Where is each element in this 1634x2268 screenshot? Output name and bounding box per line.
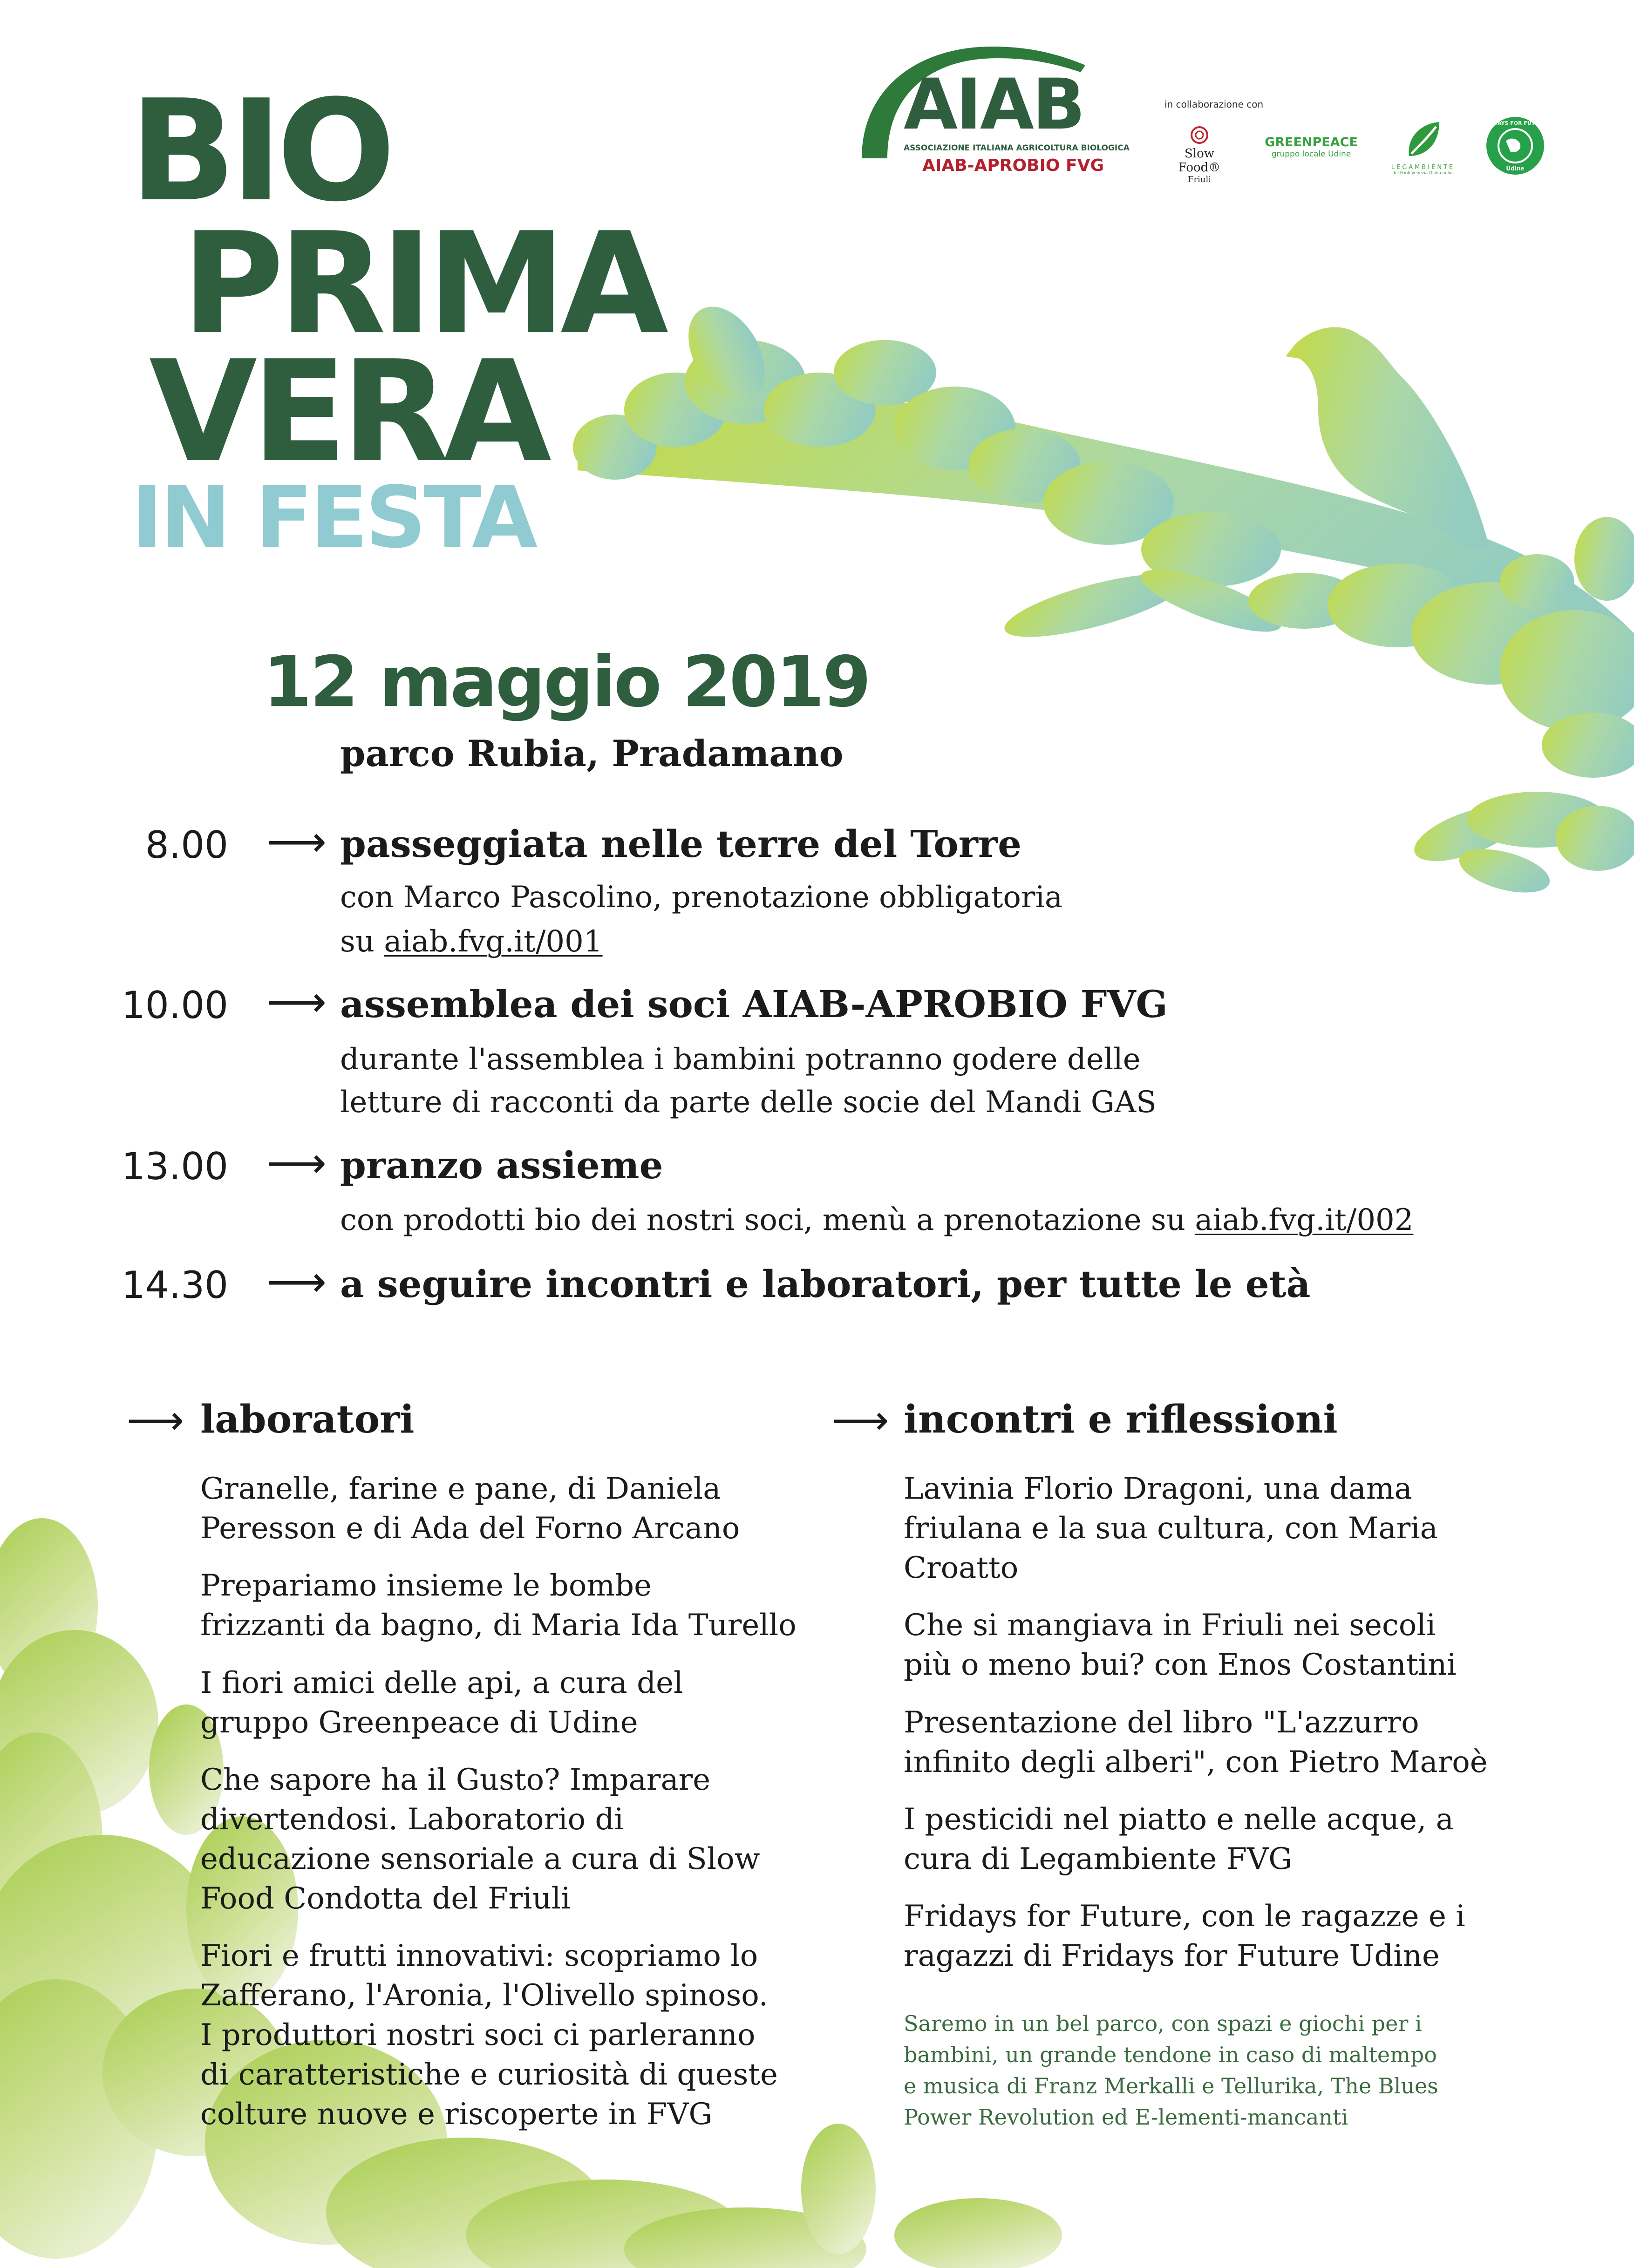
incontri-item-line: Croatto — [904, 1551, 1019, 1585]
aiab-name: AIAB — [904, 64, 1084, 145]
arrow-right-icon: ⟶ — [266, 817, 327, 866]
laboratori-item-line: educazione sensoriale a cura di Slow — [200, 1842, 760, 1876]
laboratori-item-line: Peresson e di Ada del Forno Arcano — [200, 1511, 740, 1546]
event-date: 12 maggio 2019 — [263, 642, 870, 723]
arrow-right-icon: ⟶ — [127, 1397, 184, 1444]
incontri-item-line: Che si mangiava in Friuli nei secoli — [904, 1608, 1436, 1643]
booking-link[interactable]: aiab.fvg.it/002 — [1195, 1203, 1414, 1237]
laboratori-item-line: frizzanti da bagno, di Maria Ida Turello — [200, 1608, 797, 1643]
snail-icon — [1188, 123, 1211, 147]
schedule-detail — [340, 924, 603, 959]
laboratori-item-line: I produttori nostri soci ci parleranno — [200, 2018, 756, 2052]
laboratori-item-line: Prepariamo insieme le bombe — [200, 1569, 652, 1603]
aiab-logo — [852, 37, 1130, 186]
greenpeace-logo — [1260, 135, 1362, 159]
greenpeace-name: GREENPEACE — [1265, 135, 1358, 149]
laboratori-item-line: Che sapore ha il Gusto? Imparare — [200, 1763, 711, 1797]
schedule-title: assemblea dei soci AIAB-APROBIO FVG — [340, 982, 1168, 1026]
incontri-item-line: I pesticidi nel piatto e nelle acque, a — [904, 1802, 1454, 1837]
arrow-right-icon: ⟶ — [266, 1139, 327, 1188]
laboratori-item-line: colture nuove e riscoperte in FVG — [200, 2097, 713, 2132]
legambiente-name: LEGAMBIENTE — [1391, 164, 1455, 171]
arrow-right-icon: ⟶ — [266, 1257, 327, 1306]
title-vera: VERA — [149, 331, 546, 493]
laboratori-item-line: Zafferano, l'Aronia, l'Olivello spinoso. — [200, 1978, 769, 2013]
schedule-title: a seguire incontri e laboratori, per tutte le età — [340, 1262, 1311, 1306]
arrow-right-icon: ⟶ — [831, 1397, 889, 1444]
note-line: bambini, un grande tendone in caso di maltempo — [904, 2042, 1437, 2067]
greenpeace-sub: gruppo locale Udine — [1271, 149, 1351, 159]
incontri-item-line: friulana e la sua cultura, con Maria — [904, 1511, 1438, 1546]
laboratori-item-line: Fiori e frutti innovativi: scopriamo lo — [200, 1939, 758, 1973]
schedule-detail-prefix: con prodotti bio dei nostri soci, menù a prenotazione su — [340, 1203, 1195, 1237]
collab-label: in collaborazione con — [1164, 99, 1264, 110]
slowfood-sub: Friuli — [1188, 175, 1211, 184]
title-in-festa: IN FESTA — [131, 468, 535, 567]
booking-link[interactable]: aiab.fvg.it/001 — [384, 924, 603, 959]
legambiente-sub: del Friuli Venezia Giulia onlus — [1392, 171, 1454, 176]
slowfood-name: Slow Food® — [1178, 147, 1221, 175]
schedule-title: passeggiata nelle terre del Torre — [340, 822, 1021, 866]
slowfood-logo — [1162, 123, 1237, 184]
note-line: Saremo in un bel parco, con spazi e giochi per i — [904, 2011, 1422, 2036]
event-place: parco Rubia, Pradamano — [340, 733, 844, 775]
schedule-detail: letture di racconti da parte delle socie del Mandi GAS — [340, 1085, 1157, 1120]
laboratori-item-line: Granelle, farine e pane, di Daniela — [200, 1472, 721, 1506]
globe-icon — [1485, 115, 1545, 176]
incontri-item-line: Fridays for Future, con le ragazze e i — [904, 1899, 1465, 1934]
schedule-detail: durante l'assemblea i bambini potranno godere delle — [340, 1042, 1141, 1077]
schedule-title: pranzo assieme — [340, 1143, 663, 1187]
laboratori-item-line: di caratteristiche e curiosità di queste — [200, 2057, 778, 2092]
aiab-subtitle: ASSOCIAZIONE ITALIANA AGRICOLTURA BIOLOGICA — [904, 143, 1130, 153]
incontri-item-line: ragazzi di Fridays for Future Udine — [904, 1939, 1440, 1973]
aiab-region: AIAB-APROBIO FVG — [922, 156, 1104, 175]
laboratori-heading: laboratori — [200, 1397, 415, 1442]
fff-name: FRIDAYS FOR FUTURE — [1485, 120, 1545, 126]
fff-sub: Udine — [1506, 165, 1525, 172]
schedule-detail-prefix: su — [340, 924, 384, 959]
laboratori-item-line: gruppo Greenpeace di Udine — [200, 1705, 638, 1740]
leaf-icon — [1400, 116, 1446, 163]
incontri-heading: incontri e riflessioni — [904, 1397, 1338, 1442]
schedule-detail — [340, 1203, 1413, 1237]
laboratori-item-line: Food Condotta del Friuli — [200, 1881, 571, 1916]
laboratori-item-line: I fiori amici delle api, a cura del — [200, 1666, 683, 1700]
arrow-right-icon: ⟶ — [266, 978, 327, 1026]
fridays-for-future-logo — [1485, 115, 1545, 176]
schedule-time: 13.00 — [121, 1145, 228, 1188]
schedule-time: 8.00 — [145, 823, 228, 867]
branch-foliage — [573, 293, 1634, 901]
incontri-item-line: Presentazione del libro "L'azzurro — [904, 1705, 1419, 1740]
title-bio: BIO — [129, 70, 390, 232]
schedule-time: 14.30 — [121, 1263, 228, 1307]
incontri-item-line: più o meno bui? con Enos Costantini — [904, 1648, 1457, 1682]
laboratori-item-line: divertendosi. Laboratorio di — [200, 1802, 624, 1837]
note-line: Power Revolution ed E-lementi-mancanti — [904, 2105, 1348, 2130]
incontri-item-line: Lavinia Florio Dragoni, una dama — [904, 1472, 1412, 1506]
incontri-item-line: cura di Legambiente FVG — [904, 1842, 1293, 1876]
schedule-time: 10.00 — [121, 984, 228, 1027]
incontri-item-line: infinito degli alberi", con Pietro Maroè — [904, 1745, 1488, 1779]
schedule-detail: con Marco Pascolino, prenotazione obbligatoria — [340, 880, 1063, 915]
title-prima: PRIMA — [182, 203, 663, 365]
legambiente-logo — [1386, 116, 1460, 182]
note-line: e musica di Franz Merkalli e Tellurika, The Blues — [904, 2073, 1438, 2098]
